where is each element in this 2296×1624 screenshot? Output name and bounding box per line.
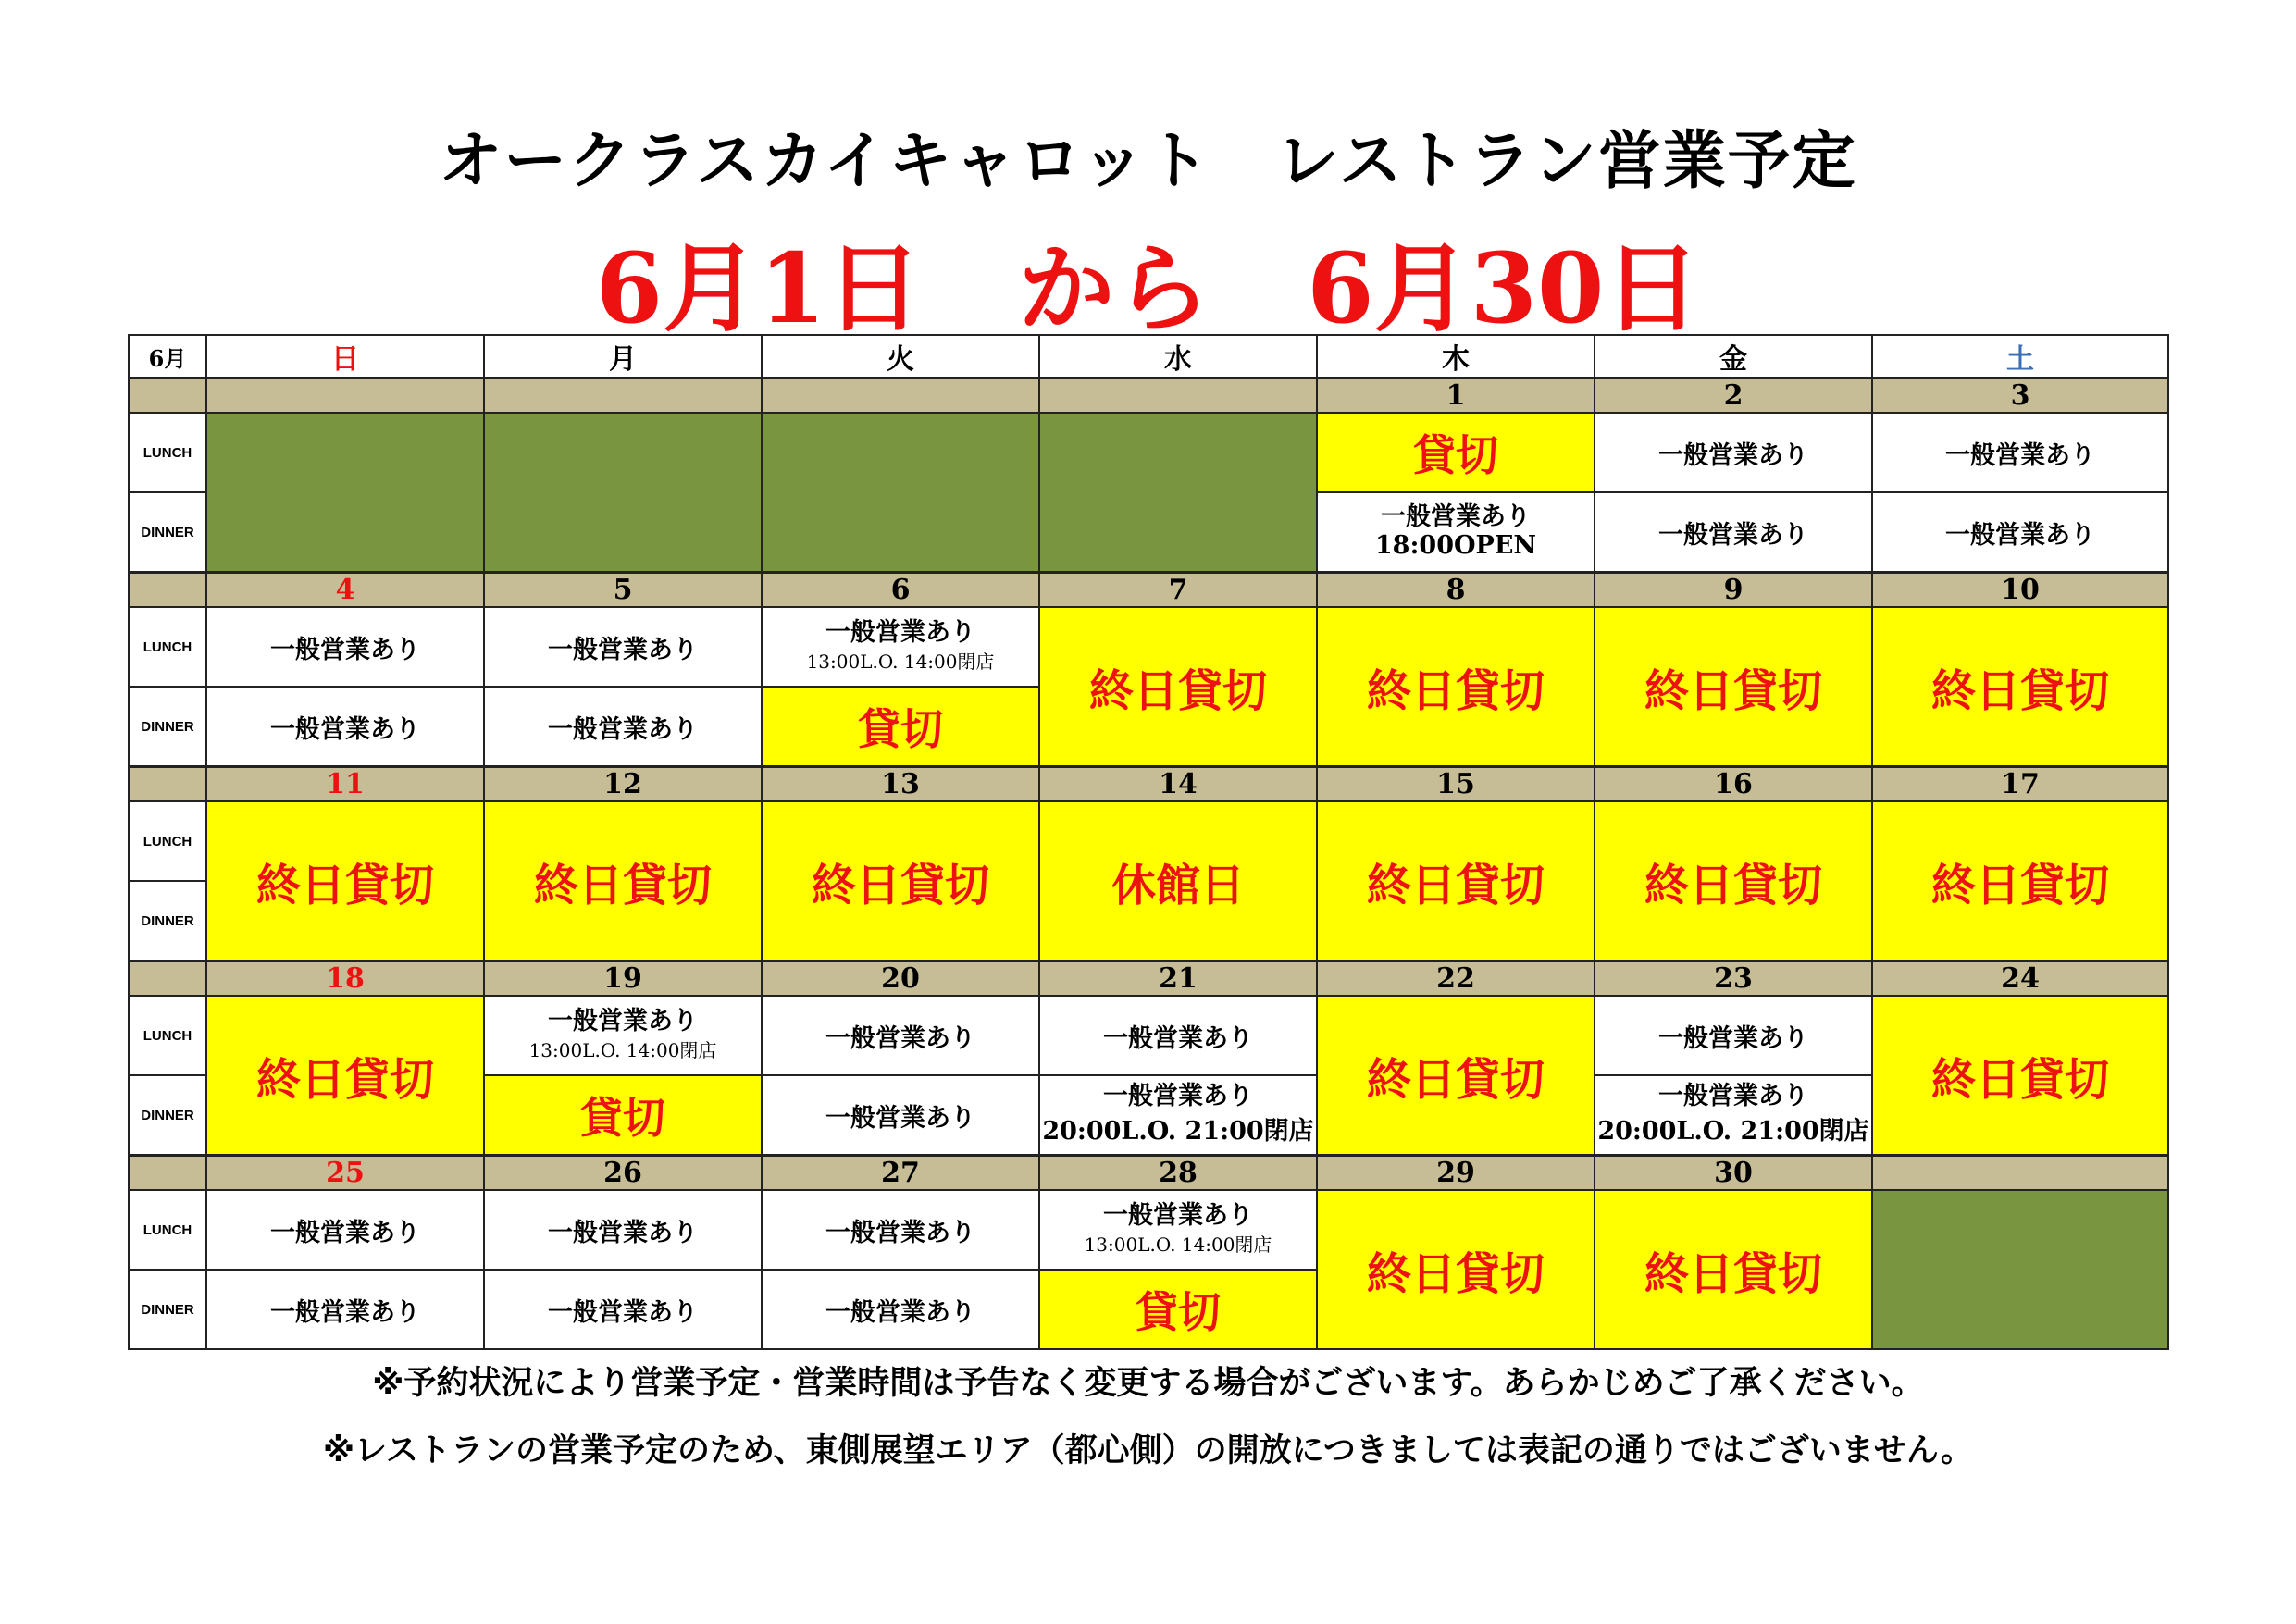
allday-cell [206, 801, 484, 961]
date-cell: 26 [484, 1156, 762, 1191]
lunch-row [129, 1190, 2168, 1270]
allday-cell [1872, 607, 2168, 767]
allday-cell [206, 996, 484, 1156]
date-cell [1039, 378, 1317, 414]
allday-cell [1595, 607, 1872, 767]
dinner-status: 一般営業あり [548, 714, 698, 744]
lunch-label: LUNCH [129, 996, 206, 1075]
dinner-cell [206, 687, 484, 767]
date-row-spacer [129, 767, 206, 802]
dinner-status: 貸切 [1136, 1287, 1221, 1337]
lunch-status: 一般営業あり [548, 1218, 698, 1247]
dinner-cell [1595, 1075, 1872, 1156]
date-cell: 25 [206, 1156, 484, 1191]
notice-1: ※予約状況により営業予定・営業時間は予告なく変更する場合がございます。あらかじめご了承ください。 [372, 1365, 1924, 1402]
allday-cell [1595, 801, 1872, 961]
dinner-status: 一般営業あり [1381, 502, 1531, 532]
empty-day-cell [484, 413, 762, 573]
date-cell: 3 [1872, 378, 2168, 414]
allday-status: 終日貸切 [255, 1053, 434, 1106]
lunch-label: LUNCH [129, 413, 206, 492]
allday-status: 終日貸切 [1644, 859, 1822, 911]
date-cell: 21 [1039, 961, 1317, 997]
month-label: 6月 [129, 335, 206, 378]
allday-cell [1595, 1190, 1872, 1349]
dinner-status: 一般営業あり [1103, 1082, 1253, 1111]
lunch-status: 一般営業あり [825, 618, 975, 648]
date-range-subtitle: 6月1日 から 6月30日 [595, 231, 1701, 345]
lunch-cell [484, 996, 762, 1075]
weekday-sun: 日 [206, 335, 484, 378]
date-cell: 19 [484, 961, 762, 997]
lunch-hours-note: 13:00L.O. 14:00閉店 [1084, 1233, 1272, 1256]
lunch-cell [1317, 413, 1595, 492]
allday-cell [1872, 996, 2168, 1156]
lunch-status: 一般営業あり [1103, 1023, 1253, 1053]
weekday-fri: 金 [1595, 335, 1872, 378]
allday-status: 終日貸切 [1930, 1053, 2109, 1106]
date-cell: 17 [1872, 767, 2168, 802]
dinner-cell [484, 687, 762, 767]
allday-cell [1039, 801, 1317, 961]
dinner-status: 一般営業あり [1945, 520, 2095, 550]
dinner-label: DINNER [129, 1270, 206, 1349]
dinner-hours-note: 18:00OPEN [1374, 530, 1537, 560]
allday-status: 終日貸切 [1366, 859, 1545, 911]
allday-status: 終日貸切 [533, 859, 712, 911]
lunch-status: 一般営業あり [1658, 1023, 1808, 1053]
date-cell [206, 378, 484, 414]
lunch-cell [206, 1190, 484, 1270]
date-cell: 10 [1872, 573, 2168, 608]
allday-status: 終日貸切 [811, 859, 989, 911]
allday-status: 終日貸切 [1930, 859, 2109, 911]
lunch-hours-note: 13:00L.O. 14:00閉店 [528, 1038, 717, 1061]
date-cell: 8 [1317, 573, 1595, 608]
date-cell [484, 378, 762, 414]
allday-cell [762, 801, 1039, 961]
dinner-status: 一般営業あり [1658, 1082, 1808, 1111]
weekday-header-row [129, 335, 2168, 378]
allday-status: 終日貸切 [1644, 1247, 1822, 1300]
dinner-cell [484, 1075, 762, 1156]
page-title: オークラスカイキャロット レストラン営業予定 [439, 125, 1857, 198]
allday-cell [1317, 607, 1595, 767]
allday-status: 終日貸切 [1366, 1247, 1545, 1300]
dinner-cell [762, 1075, 1039, 1156]
allday-status: 終日貸切 [255, 859, 434, 911]
dinner-status: 貸切 [858, 704, 943, 754]
date-cell: 30 [1595, 1156, 1872, 1191]
allday-cell [1317, 996, 1595, 1156]
date-row-spacer [129, 573, 206, 608]
date-cell: 11 [206, 767, 484, 802]
weekday-sat: 土 [1872, 335, 2168, 378]
dinner-cell [1039, 1270, 1317, 1349]
allday-cell [484, 801, 762, 961]
lunch-cell [206, 607, 484, 687]
dinner-cell [1039, 1075, 1317, 1156]
date-row [129, 573, 2168, 608]
lunch-row [129, 607, 2168, 687]
lunch-cell [1872, 413, 2168, 492]
weekday-wed: 水 [1039, 335, 1317, 378]
dinner-status: 貸切 [580, 1093, 665, 1143]
dinner-cell [762, 1270, 1039, 1349]
allday-status: 終日貸切 [1366, 664, 1545, 717]
allday-cell [1039, 607, 1317, 767]
date-cell [762, 378, 1039, 414]
dinner-cell [762, 687, 1039, 767]
date-cell: 6 [762, 573, 1039, 608]
lunch-hours-note: 13:00L.O. 14:00閉店 [806, 650, 995, 673]
lunch-label: LUNCH [129, 801, 206, 881]
date-cell: 9 [1595, 573, 1872, 608]
empty-day-cell [762, 413, 1039, 573]
dinner-cell [484, 1270, 762, 1349]
date-row [129, 767, 2168, 802]
allday-status: 終日貸切 [1930, 664, 2109, 717]
weekday-thu: 木 [1317, 335, 1595, 378]
dinner-label: DINNER [129, 687, 206, 767]
dinner-hours-note: 20:00L.O. 21:00閉店 [1597, 1116, 1869, 1146]
allday-status: 休館日 [1111, 859, 1245, 911]
empty-day-cell [1872, 1190, 2168, 1349]
date-cell: 28 [1039, 1156, 1317, 1191]
dinner-label: DINNER [129, 492, 206, 573]
date-cell: 22 [1317, 961, 1595, 997]
schedule-calendar [128, 334, 2169, 1350]
dinner-cell [1317, 492, 1595, 573]
lunch-label: LUNCH [129, 1190, 206, 1270]
date-cell: 27 [762, 1156, 1039, 1191]
notice-2: ※レストランの営業予定のため、東側展望エリア（都心側）の開放につきましては表記の通りではございません。 [323, 1432, 1973, 1469]
lunch-status: 一般営業あり [548, 635, 698, 664]
date-cell: 12 [484, 767, 762, 802]
dinner-cell [1872, 492, 2168, 573]
date-cell: 2 [1595, 378, 1872, 414]
date-cell: 24 [1872, 961, 2168, 997]
date-cell: 1 [1317, 378, 1595, 414]
lunch-status: 一般営業あり [1103, 1201, 1253, 1231]
lunch-status: 一般営業あり [825, 1218, 975, 1247]
dinner-status: 一般営業あり [270, 1297, 420, 1327]
dinner-hours-note: 20:00L.O. 21:00閉店 [1042, 1116, 1314, 1146]
lunch-row [129, 996, 2168, 1075]
date-cell: 4 [206, 573, 484, 608]
date-row [129, 961, 2168, 997]
date-cell [1872, 1156, 2168, 1191]
lunch-cell [762, 607, 1039, 687]
lunch-cell [1039, 1190, 1317, 1270]
allday-status: 終日貸切 [1366, 1053, 1545, 1106]
date-cell: 16 [1595, 767, 1872, 802]
date-cell: 20 [762, 961, 1039, 997]
lunch-cell [484, 607, 762, 687]
lunch-status: 一般営業あり [270, 635, 420, 664]
date-row-spacer [129, 378, 206, 414]
empty-day-cell [1039, 413, 1317, 573]
allday-status: 終日貸切 [1088, 664, 1267, 717]
lunch-row [129, 413, 2168, 492]
allday-cell [1317, 801, 1595, 961]
date-row-spacer [129, 1156, 206, 1191]
dinner-status: 一般営業あり [270, 714, 420, 744]
empty-day-cell [206, 413, 484, 573]
dinner-status: 一般営業あり [1658, 520, 1808, 550]
dinner-status: 一般営業あり [548, 1297, 698, 1327]
date-cell: 29 [1317, 1156, 1595, 1191]
date-cell: 14 [1039, 767, 1317, 802]
lunch-status: 貸切 [1413, 430, 1498, 480]
lunch-status: 一般営業あり [1658, 440, 1808, 470]
date-cell: 13 [762, 767, 1039, 802]
weekday-tue: 火 [762, 335, 1039, 378]
lunch-cell [762, 996, 1039, 1075]
date-row [129, 378, 2168, 414]
dinner-status: 一般営業あり [825, 1297, 975, 1327]
date-row-spacer [129, 961, 206, 997]
date-cell: 18 [206, 961, 484, 997]
lunch-cell [1039, 996, 1317, 1075]
lunch-cell [762, 1190, 1039, 1270]
lunch-status: 一般営業あり [825, 1023, 975, 1053]
lunch-status: 一般営業あり [548, 1007, 698, 1036]
date-cell: 15 [1317, 767, 1595, 802]
allday-cell [1317, 1190, 1595, 1349]
lunch-status: 一般営業あり [1945, 440, 2095, 470]
date-cell: 23 [1595, 961, 1872, 997]
lunch-cell [484, 1190, 762, 1270]
dinner-cell [1595, 492, 1872, 573]
weekday-mon: 月 [484, 335, 762, 378]
date-row [129, 1156, 2168, 1191]
lunch-cell [1595, 996, 1872, 1075]
date-cell: 5 [484, 573, 762, 608]
lunch-cell [1595, 413, 1872, 492]
lunch-status: 一般営業あり [270, 1218, 420, 1247]
dinner-label: DINNER [129, 881, 206, 961]
dinner-status: 一般営業あり [825, 1103, 975, 1133]
lunch-label: LUNCH [129, 607, 206, 687]
allday-status: 終日貸切 [1644, 664, 1822, 717]
dinner-label: DINNER [129, 1075, 206, 1156]
date-cell: 7 [1039, 573, 1317, 608]
allday-cell [1872, 801, 2168, 961]
dinner-cell [206, 1270, 484, 1349]
lunch-row [129, 801, 2168, 881]
